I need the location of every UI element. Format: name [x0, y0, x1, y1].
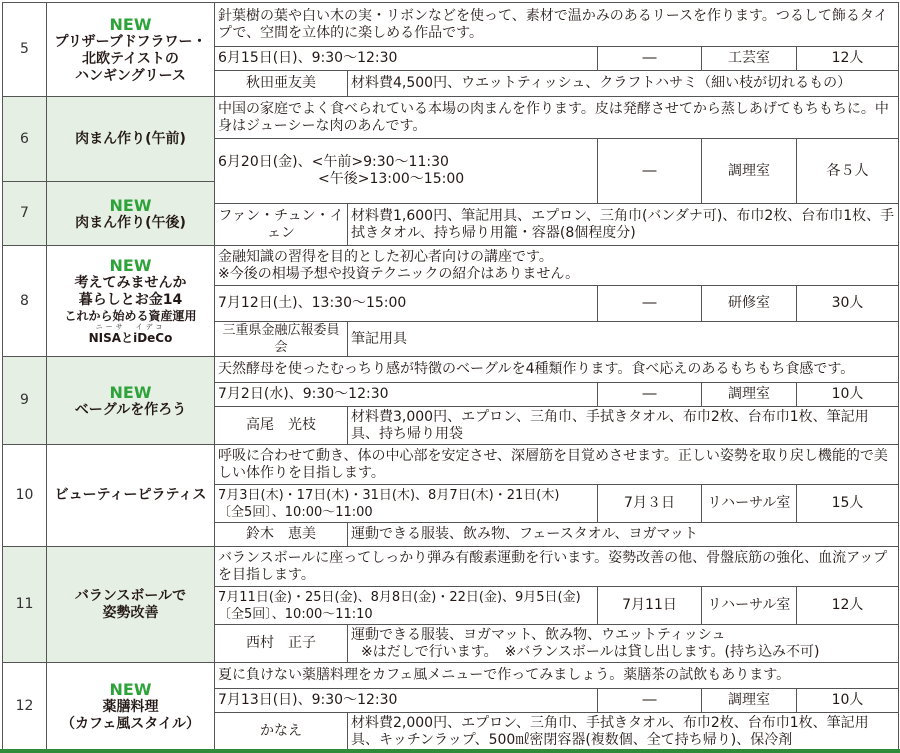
new-badge: NEW — [109, 680, 152, 699]
course-description: 天然酵母を使ったむっちり感が特徴のベーグルを4種類作ります。食べ応えのあるもちもち食感です。 — [215, 357, 899, 383]
capacity: 12人 — [797, 587, 899, 625]
title-line: 薬膳料理 — [102, 699, 159, 715]
materials: 材料費1,600円、筆記用具、エプロン、三角巾(バンダナ可)、布巾2枚、台布巾1枚、手拭きタオル、持ち帰り用籠・容器(8個程度分) — [348, 204, 899, 246]
first-date: ― — [598, 286, 702, 322]
course-number: 8 — [3, 246, 47, 357]
course-row-5 — [3, 3, 899, 47]
new-badge: NEW — [109, 14, 152, 34]
course-description: バランスボールに座ってしっかり弾み有酸素運動を行います。姿勢改善の他、骨盤底筋の強化、血流アップを目指します。 — [215, 547, 899, 587]
course-row-10 — [3, 445, 899, 485]
schedule-line: 7月11日(金)・25日(金)、8月8日(金)・22日(金)、9月5日(金) — [218, 589, 581, 605]
materials: 運動できる服装、飲み物、フェースタオル、ヨガマット — [348, 523, 899, 547]
capacity: 30人 — [797, 286, 899, 322]
course-number: 6 — [3, 97, 47, 182]
course-schedule: 7月13日(日)、9:30〜12:30 — [215, 689, 598, 713]
first-date: ― — [598, 689, 702, 713]
room: 工芸室 — [702, 47, 797, 71]
course-title — [47, 246, 215, 357]
instructor: 西村 正子 — [215, 625, 348, 663]
course-description — [215, 246, 899, 286]
course-schedule: 7月2日(水)、9:30〜12:30 — [215, 383, 598, 407]
course-schedule — [215, 139, 598, 204]
materials-line: ※はだしで行います。 ※バランスボールは貸し出します。(持ち込み不可) — [361, 643, 820, 660]
title-line: （カフェ風スタイル） — [60, 716, 201, 732]
course-schedule — [215, 587, 598, 625]
title-line: 肉まん作り(午後) — [75, 214, 186, 231]
capacity: 10人 — [797, 383, 899, 407]
schedule-line: <午後>13:00〜15:00 — [318, 171, 465, 187]
instructor: かなえ — [215, 713, 348, 751]
new-badge: NEW — [109, 256, 152, 275]
new-badge: NEW — [109, 195, 152, 215]
course-description: 夏に負けない薬膳料理をカフェ風メニューで作ってみましょう。薬膳茶の試飲もあります。 — [215, 663, 899, 689]
title-line: バランスボールで — [74, 587, 187, 604]
first-date: ― — [598, 139, 702, 204]
course-number: 9 — [3, 357, 47, 445]
course-number: 7 — [3, 182, 47, 246]
course-description: 中国の家庭でよく食べられている本場の肉まんを作ります。皮は発酵させてから蒸しあげてもちもちに。中身はジューシーな肉のあんです。 — [215, 97, 899, 139]
title-line: プリザーブドフラワー・ — [54, 33, 207, 50]
capacity: 15人 — [797, 485, 899, 523]
new-badge: NEW — [109, 382, 152, 402]
course-subtitle: これから始める資産運用 — [64, 309, 197, 323]
course-number: 10 — [3, 445, 47, 547]
schedule-line: 〔全5回〕、10:00〜11:00 — [218, 504, 373, 520]
course-title — [47, 97, 215, 182]
course-row-9 — [3, 357, 899, 383]
first-date: 7月11日 — [598, 587, 702, 625]
materials — [348, 625, 899, 663]
ruby-annotation: ニーサ イデコ — [95, 323, 166, 331]
course-schedule: 7月12日(土)、13:30〜15:00 — [215, 286, 598, 322]
bottom-border-bar — [0, 749, 900, 753]
instructor: 高尾 光枝 — [215, 407, 348, 445]
course-title — [47, 547, 215, 663]
room: リハーサル室 — [702, 587, 797, 625]
description-line: 金融知識の習得を目的とした初心者向けの講座です。 — [218, 248, 553, 265]
course-title — [47, 182, 215, 246]
schedule-line: 〔全5回〕、10:00〜11:10 — [218, 606, 373, 622]
course-description: 針葉樹の葉や白い木の実・リボンなどを使って、素材で温かみのあるリースを作ります。つるして飾るタイプで、空間を立体的に楽しめる作品です。 — [215, 3, 899, 47]
course-table — [2, 2, 899, 751]
materials: 材料費3,000円、エプロン、三角巾、手拭きタオル、布巾2枚、台布巾1枚、筆記用具、持ち帰り用袋 — [348, 407, 899, 445]
materials-line: 運動できる服装、ヨガマット、飲み物、ウエットティッシュ — [351, 626, 726, 643]
course-title — [47, 445, 215, 547]
course-description: 呼吸に合わせて動き、体の中心部を安定させ、深層筋を目覚めさせます。正しい姿勢を取り戻し機能的で美しい体作りを目指します。 — [215, 445, 899, 485]
course-title — [47, 663, 215, 751]
course-row-8 — [3, 246, 899, 286]
course-title — [47, 357, 215, 445]
instructor: 鈴木 恵美 — [215, 523, 348, 547]
instructor: 三重県金融広報委員会 — [215, 322, 348, 357]
course-row-6 — [3, 97, 899, 139]
materials: 材料費4,500円、ウエットティッシュ、クラフトハサミ（細い枝が切れるもの） — [348, 71, 899, 97]
title-line: 北欧テイストの — [82, 50, 179, 67]
title-line: ベーグルを作ろう — [74, 401, 187, 418]
course-title — [47, 3, 215, 97]
room: リハーサル室 — [702, 485, 797, 523]
materials: 筆記用具 — [348, 322, 899, 357]
schedule-line: 7月3日(木)・17日(木)・31日(木)、8月7日(木)・21日(木) — [218, 487, 560, 503]
title-line: ハンギングリース — [75, 67, 186, 84]
course-number: 11 — [3, 547, 47, 663]
instructor: 秋田亜友美 — [215, 71, 348, 97]
course-number: 12 — [3, 663, 47, 751]
room: 研修室 — [702, 286, 797, 322]
materials: 材料費2,000円、エプロン、三角巾、手拭きタオル、布巾2枚、台布巾1枚、筆記用具、キッチンラップ、500㎖密閉容器(複数個、全て持ち帰り)、保冷剤 — [348, 713, 899, 751]
capacity: 12人 — [797, 47, 899, 71]
room: 調理室 — [702, 689, 797, 713]
course-number: 5 — [3, 3, 47, 97]
first-date: ― — [598, 47, 702, 71]
title-line: 姿勢改善 — [102, 604, 159, 621]
description-line: ※今後の相場予想や投資テクニックの紹介はありません。 — [218, 265, 580, 282]
course-row-11 — [3, 547, 899, 587]
room: 調理室 — [702, 383, 797, 407]
first-date: ― — [598, 383, 702, 407]
course-schedule: 6月15日(日)、9:30〜12:30 — [215, 47, 598, 71]
course-subtitle-nisa: NISAとiDeCo — [88, 331, 173, 345]
room: 調理室 — [702, 139, 797, 204]
capacity: 10人 — [797, 689, 899, 713]
title-line: 暮らしとお金14 — [78, 292, 183, 308]
capacity: 各５人 — [797, 139, 899, 204]
instructor: ファン・チュン・イェン — [215, 204, 348, 246]
title-line: ビューティーピラティス — [54, 487, 207, 503]
title-line: 肉まん作り(午前) — [75, 130, 186, 147]
title-line: 考えてみませんか — [74, 275, 187, 291]
schedule-line: 6月20日(金)、<午前>9:30〜11:30 — [218, 154, 449, 170]
first-date: 7月３日 — [598, 485, 702, 523]
course-row-12 — [3, 663, 899, 689]
course-schedule — [215, 485, 598, 523]
